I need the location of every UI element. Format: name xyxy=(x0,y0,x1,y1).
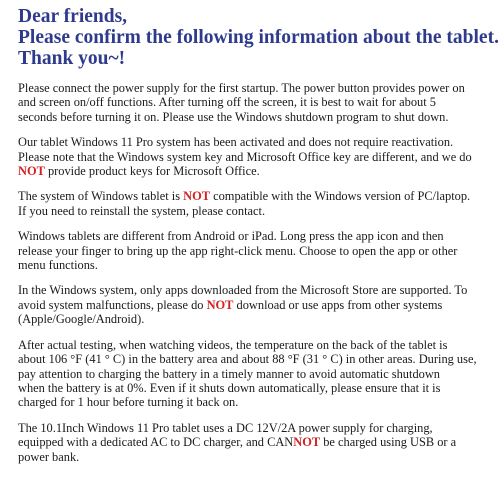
paragraph-line xyxy=(18,298,490,312)
paragraph-line xyxy=(18,381,490,395)
line-text: and screen on/off functions. After turning off the screen, it is best to wait for about 5 xyxy=(18,95,436,110)
paragraph-line xyxy=(18,204,490,218)
paragraph-line xyxy=(18,450,490,464)
line-text: menu functions. xyxy=(18,258,98,273)
line-text: charged for 1 hour before turning it back on. xyxy=(18,395,239,410)
paragraph-line xyxy=(18,189,490,203)
paragraph-line xyxy=(18,283,490,297)
line-text: be charged using USB or a xyxy=(320,435,457,450)
line-text: Please connect the power supply for the first startup. The power button provides power on xyxy=(18,81,465,95)
line-text: After actual testing, when watching videos, the temperature on the back of the tablet is xyxy=(18,337,448,352)
paragraph-line xyxy=(18,421,490,435)
confirm-request: Please confirm the following information about the tablet. xyxy=(18,27,499,48)
notice-paragraph xyxy=(18,135,490,178)
line-text: release your finger to bring up the app right-click menu. Choose to open the app or other xyxy=(18,243,458,258)
paragraph-line xyxy=(18,367,490,381)
paragraph-line xyxy=(18,312,490,326)
line-text: when the battery is at 0%. Even if it shuts down automatically, please ensure that it is xyxy=(18,380,441,395)
line-text: Please note that the Windows system key and Microsoft Office key are different, and we do xyxy=(18,149,472,164)
line-text: In the Windows system, only apps downloaded from the Microsoft Store are supported. To xyxy=(18,283,468,298)
line-text: seconds before turning it on. Please use the Windows shutdown program to shut down. xyxy=(18,109,449,124)
emphasis-not: NOT xyxy=(183,189,211,204)
paragraph-line xyxy=(18,244,490,258)
thank-you: Thank you~! xyxy=(18,48,126,69)
paragraph-line xyxy=(18,395,490,409)
paragraph-line xyxy=(18,258,490,272)
line-text: compatible with the Windows version of PC/laptop. xyxy=(210,189,471,204)
paragraph-line xyxy=(18,81,490,95)
paragraph-line xyxy=(18,135,490,149)
paragraph-line xyxy=(18,435,490,449)
line-text: (Apple/Google/Android). xyxy=(18,312,145,327)
line-text: about 106 °F (41 ° C) in the battery area and about 88 °F (31 ° C) in other areas. During use, xyxy=(18,352,477,367)
line-text: The system of Windows tablet is xyxy=(18,189,184,204)
paragraph-line xyxy=(18,229,490,243)
paragraph-line xyxy=(18,95,490,109)
notice-paragraph xyxy=(18,283,490,326)
paragraph-line xyxy=(18,352,490,366)
line-text: The 10.1Inch Windows 11 Pro tablet uses a DC 12V/2A power supply for charging, xyxy=(18,420,433,435)
document-heading xyxy=(18,6,499,69)
notice-paragraph xyxy=(18,338,490,410)
notice-paragraph xyxy=(18,189,490,218)
notice-paragraph xyxy=(18,421,490,464)
line-text: power bank. xyxy=(18,449,80,464)
emphasis-not: NOT xyxy=(206,297,234,312)
greeting: Dear friends, xyxy=(18,6,128,27)
line-text: Windows tablets are different from Android or iPad. Long press the app icon and then xyxy=(18,229,444,244)
emphasis-not: NOT xyxy=(293,435,321,450)
line-text: avoid system malfunctions, please do xyxy=(18,297,207,312)
paragraph-line xyxy=(18,338,490,352)
notice-paragraphs xyxy=(18,81,490,464)
paragraph-line xyxy=(18,110,490,124)
paragraph-line xyxy=(18,164,490,178)
line-text: provide product keys for Microsoft Office. xyxy=(44,164,260,179)
notice-paragraph xyxy=(18,81,490,124)
emphasis-not: NOT xyxy=(18,164,45,179)
line-text: download or use apps from other systems xyxy=(233,297,443,312)
line-text: equipped with a dedicated AC to DC charger, and CAN xyxy=(18,435,294,450)
paragraph-line xyxy=(18,150,490,164)
line-text: Our tablet Windows 11 Pro system has been activated and does not require reactivation. xyxy=(18,135,454,150)
notice-paragraph xyxy=(18,229,490,272)
line-text: If you need to reinstall the system, please contact. xyxy=(18,203,266,218)
line-text: pay attention to charging the battery in a timely manner to avoid automatic shutdown xyxy=(18,366,440,381)
